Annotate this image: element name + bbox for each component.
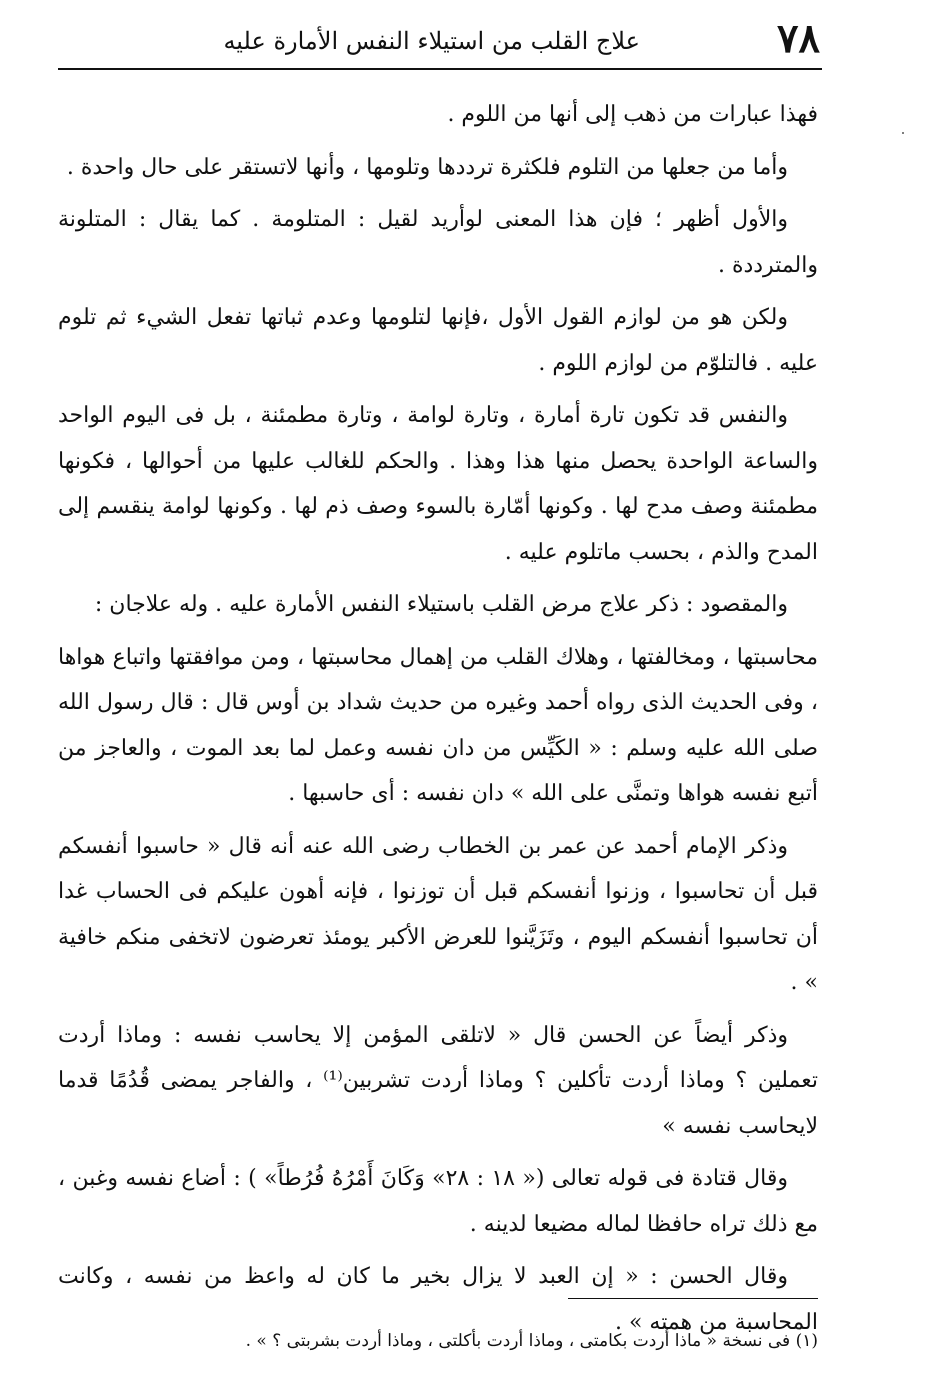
- header-divider: [58, 68, 822, 70]
- body-text: [58, 92, 818, 1352]
- paragraph: ولكن هو من لوازم القول الأول ،فإنها لتلومها وعدم ثباتها تفعل الشيء ثم تلوم عليه . فالتلوّم من لوازم اللوم .: [58, 305, 818, 376]
- paragraph: وذكر الإمام أحمد عن عمر بن الخطاب رضى الله عنه أنه قال « حاسبوا أنفسكم قبل أن تحاسبوا ، وزنوا أنفسكم قبل أن توزنوا ، فإنه أهون عليكم فى الحساب غدا أن تحاسبوا أنفسكم اليوم ، وتَزَيَّنوا للعرض الأكبر يومئذ تعرضون لاتخفى منكم خافية » .: [58, 833, 818, 995]
- footnote-divider: [568, 1298, 818, 1299]
- paragraph: وقال الحسن : « إن العبد لا يزال بخير ما كان له واعظ من نفسه ، وكانت المحاسبة من همته » .: [58, 1264, 818, 1335]
- scan-speck: [902, 132, 904, 134]
- paragraph: والنفس قد تكون تارة أمارة ، وتارة لوامة ، وتارة مطمئنة ، بل فى اليوم الواحد والساعة الواحدة يحصل منها هذا وهذا . والحكم للغالب عليها من أحوالها ، فكونها مطمئنة وصف مدح لها . وكونها أمّارة بالسوء وصف ذم لها . وكونها لوامة ينقسم إلى المدح والذم ، بحسب ماتلوم عليه .: [58, 403, 818, 565]
- footnote: (١) فى نسخة « ماذا أردت بكامتى ، وماذا أردت بأكلتى ، وماذا أردت بشربتى ؟ » .: [245, 1331, 818, 1351]
- paragraph: محاسبتها ، ومخالفتها ، وهلاك القلب من إهمال محاسبتها ، ومن موافقتها واتباع هواها ، وفى الحديث الذى رواه أحمد وغيره من حديث شداد بن أوس قال : قال رسول الله صلى الله عليه وسلم : « الكَيِّس من دان نفسه وعمل لما بعد الموت ، والعاجز من أتبع نفسه هواها وتمنَّى على الله » دان نفسه : أى حاسبها .: [58, 644, 818, 806]
- paragraph: وقال قتادة فى قوله تعالى (« ١٨ : ٢٨» وَكَانَ أَمْرُهُ فُرُطاً» ) : أضاع نفسه وغبن ، مع ذلك تراه حافظا لماله مضيعا لدينه .: [58, 1166, 818, 1237]
- paragraph: والمقصود : ذكر علاج مرض القلب باستيلاء النفس الأمارة عليه . وله علاجان :: [94, 592, 788, 617]
- page-header: [60, 14, 820, 66]
- paragraph: وأما من جعلها من التلوم فلكثرة ترددها وتلومها ، وأنها لاتستقر على حال واحدة .: [66, 154, 788, 180]
- paragraph: والأول أظهر ؛ فإن هذا المعنى لوأريد لقيل : المتلومة . كما يقال : المتلونة والمترددة .: [58, 207, 818, 278]
- page-number: ٧٨: [777, 15, 820, 62]
- paragraph: فهذا عبارات من ذهب إلى أنها من اللوم .: [447, 102, 818, 127]
- running-title: علاج القلب من استيلاء النفس الأمارة عليه: [223, 27, 640, 55]
- paragraph: وذكر أيضاً عن الحسن قال « لاتلقى المؤمن إلا يحاسب نفسه : وماذا أردت تعملين ؟ وماذا أردت تأكلين ؟ وماذا أردت تشربين⁽¹⁾ ، والفاجر يمضى قُدُمًا قدما لايحاسب نفسه »: [58, 1022, 818, 1139]
